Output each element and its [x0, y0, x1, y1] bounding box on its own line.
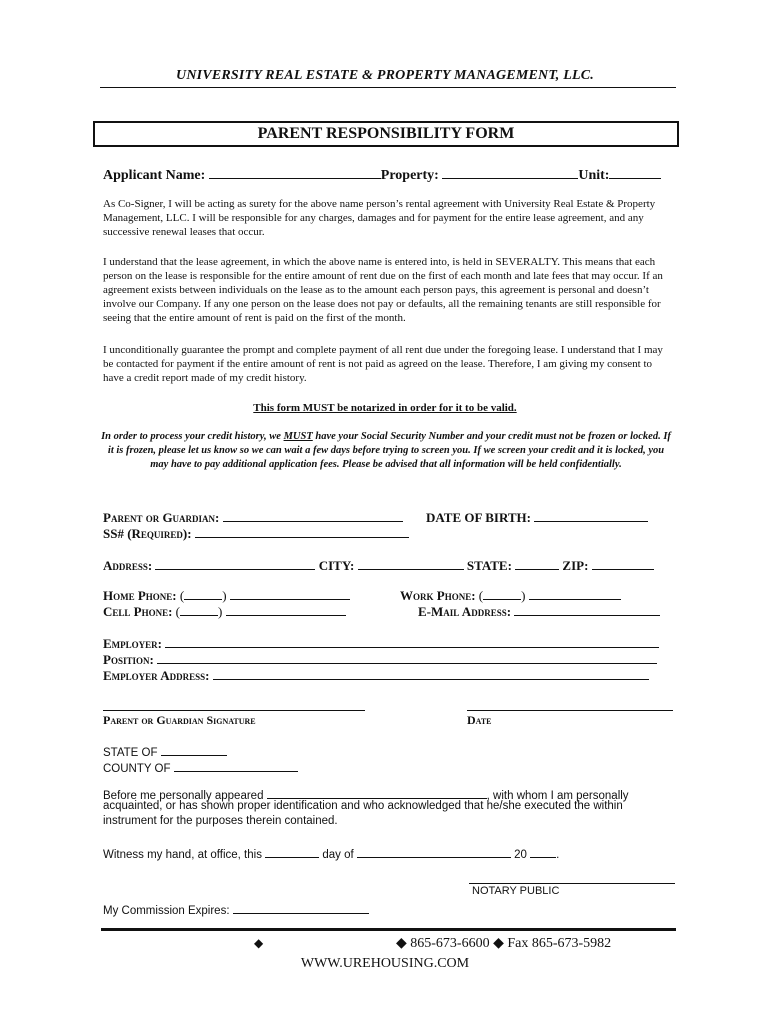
home-phone-field[interactable]: [230, 586, 350, 600]
city-label: CITY:: [318, 558, 355, 573]
property-field[interactable]: [442, 165, 578, 179]
co-signer-paragraph: As Co-Signer, I will be acting as surety for the above name person’s rental agreement with University Real Estate & Property Management, LLC. I will be responsible for any charges, damages and for payment for the entire lease agreement, and any successive renewal leases that occur.: [103, 198, 656, 238]
applicant-row: [103, 165, 661, 184]
form-title: PARENT RESPONSIBILITY FORM: [93, 121, 679, 147]
state-field[interactable]: [515, 556, 559, 570]
notarize-notice: This form MUST be notarized in order for it to be valid.: [253, 402, 517, 414]
signature-date-line[interactable]: [467, 710, 673, 711]
applicant-name-field[interactable]: [209, 165, 381, 179]
footer-rule: [101, 928, 676, 931]
cell-phone-paren-close: ): [218, 604, 223, 619]
credit-notice-must: MUST: [283, 431, 313, 442]
cell-phone-label: Cell Phone:: [103, 604, 173, 619]
county-of-field[interactable]: [174, 758, 298, 772]
day-of-text: day of: [322, 849, 354, 861]
before-me-text: Before me personally appeared: [103, 790, 264, 802]
work-phone-paren-close: ): [521, 588, 526, 603]
dob-row: [426, 508, 648, 526]
footer-phone: ◆ 865-673-6600 ◆ Fax 865-673-5982: [396, 936, 612, 951]
parent-guardian-field[interactable]: [223, 508, 403, 522]
property-label: Property:: [380, 168, 439, 183]
unit-field[interactable]: [609, 165, 661, 179]
work-phone-field[interactable]: [529, 586, 621, 600]
state-of-label: STATE OF: [103, 747, 158, 759]
year-prefix: 20: [514, 849, 527, 861]
parent-guardian-label: Parent or Guardian:: [103, 510, 220, 525]
zip-label: ZIP:: [562, 558, 589, 573]
work-phone-area-field[interactable]: [483, 586, 521, 600]
notary-signature-line[interactable]: [469, 883, 675, 884]
severalty-paragraph: I understand that the lease agreement, in which the above name is entered into, is held in SEVERALTY. This means that each person on the lease is responsible for the entire amount of rent due on the first of each month and late fees that may occur. If an agreement exists between individuals on the lease as to the amount each person pays, this agreement is personal and doesn’t involve our Company. If any one person on the lease does not pay or defaults, all the remaining tenants are still responsible for seeing that the entire amount of rent is paid on the first of the month.: [103, 256, 663, 324]
ssn-label: SS# (Required):: [103, 526, 192, 541]
guarantee-paragraph: I unconditionally guarantee the prompt and complete payment of all rent due under the foregoing lease. I understand that I may be contacted for payment if the entire amount of rent is not paid as agreed on the lease. Therefore, I am giving my consent to have a credit report made of my credit history.: [103, 344, 663, 384]
state-label: STATE:: [466, 558, 512, 573]
home-phone-label: Home Phone:: [103, 588, 177, 603]
dob-label: DATE OF BIRTH:: [426, 510, 531, 525]
credit-notice: [100, 430, 672, 472]
ssn-row: [103, 524, 409, 542]
email-row: [418, 602, 660, 620]
work-phone-label: Work Phone:: [400, 588, 476, 603]
cell-phone-field[interactable]: [226, 602, 346, 616]
employer-label: Employer:: [103, 636, 162, 651]
city-field[interactable]: [358, 556, 464, 570]
credit-notice-part2: have your Social Security Number and your credit must not be frozen or locked. If it is frozen, please let us know so we can wait a few days before trying to screen you. If we screen your credit and it is locked, you may have to pay additional application fees. Please be advised that all information will be held confidentially.: [107, 431, 671, 470]
witness-year-field[interactable]: [530, 844, 556, 858]
cell-phone-area-field[interactable]: [180, 602, 218, 616]
position-label: Position:: [103, 652, 154, 667]
email-field[interactable]: [514, 602, 660, 616]
dob-field[interactable]: [534, 508, 648, 522]
footer-website[interactable]: WWW.UREHOUSING.COM: [300, 956, 470, 971]
appeared-name-field[interactable]: [267, 785, 487, 799]
employer-field[interactable]: [165, 634, 659, 648]
cell-phone-paren-open: (: [175, 604, 181, 619]
commission-field[interactable]: [233, 900, 369, 914]
home-phone-paren-open: (: [179, 588, 185, 603]
witness-month-field[interactable]: [357, 844, 511, 858]
home-phone-paren-close: ): [222, 588, 227, 603]
witness-row: [103, 844, 559, 861]
ssn-field[interactable]: [195, 524, 409, 538]
address-field[interactable]: [155, 556, 315, 570]
year-suffix: .: [556, 849, 560, 861]
address-row: [103, 556, 654, 574]
acquainted-text: acquainted, or has shown proper identification and who acknowledged that he/she executed the within: [103, 800, 623, 812]
credit-notice-part1: In order to process your credit history, we: [101, 431, 284, 442]
cell-phone-row: [103, 602, 346, 620]
witness-text: Witness my hand, at office, this: [103, 849, 262, 861]
footer-bullet: ◆: [254, 936, 264, 950]
zip-field[interactable]: [592, 556, 654, 570]
commission-row: [103, 900, 369, 917]
state-of-row: [103, 742, 227, 759]
employer-address-label: Employer Address:: [103, 668, 210, 683]
employer-address-field[interactable]: [213, 666, 649, 680]
unit-label: Unit:: [578, 168, 610, 183]
email-label: E-Mail Address:: [418, 604, 512, 619]
company-name: UNIVERSITY REAL ESTATE & PROPERTY MANAGEMENT, LLC.: [176, 68, 594, 83]
commission-label: My Commission Expires:: [103, 905, 230, 917]
county-of-label: COUNTY OF: [103, 763, 171, 775]
employer-address-row: [103, 666, 649, 684]
parent-signature-label: Parent or Guardian Signature: [103, 713, 256, 727]
signature-date-label: Date: [467, 713, 492, 727]
applicant-name-label: Applicant Name:: [103, 168, 206, 183]
notary-public-label: NOTARY PUBLIC: [472, 885, 560, 897]
home-phone-area-field[interactable]: [184, 586, 222, 600]
address-label: Address:: [103, 558, 153, 573]
county-of-row: [103, 758, 298, 775]
state-of-field[interactable]: [161, 742, 227, 756]
signature-line[interactable]: [103, 710, 365, 711]
witness-day-field[interactable]: [265, 844, 319, 858]
position-field[interactable]: [157, 650, 657, 664]
instrument-text: instrument for the purposes therein contained.: [103, 815, 338, 827]
header-rule: [100, 87, 676, 88]
whom-text: , with whom I am personally: [486, 790, 629, 802]
work-phone-paren-open: (: [478, 588, 484, 603]
